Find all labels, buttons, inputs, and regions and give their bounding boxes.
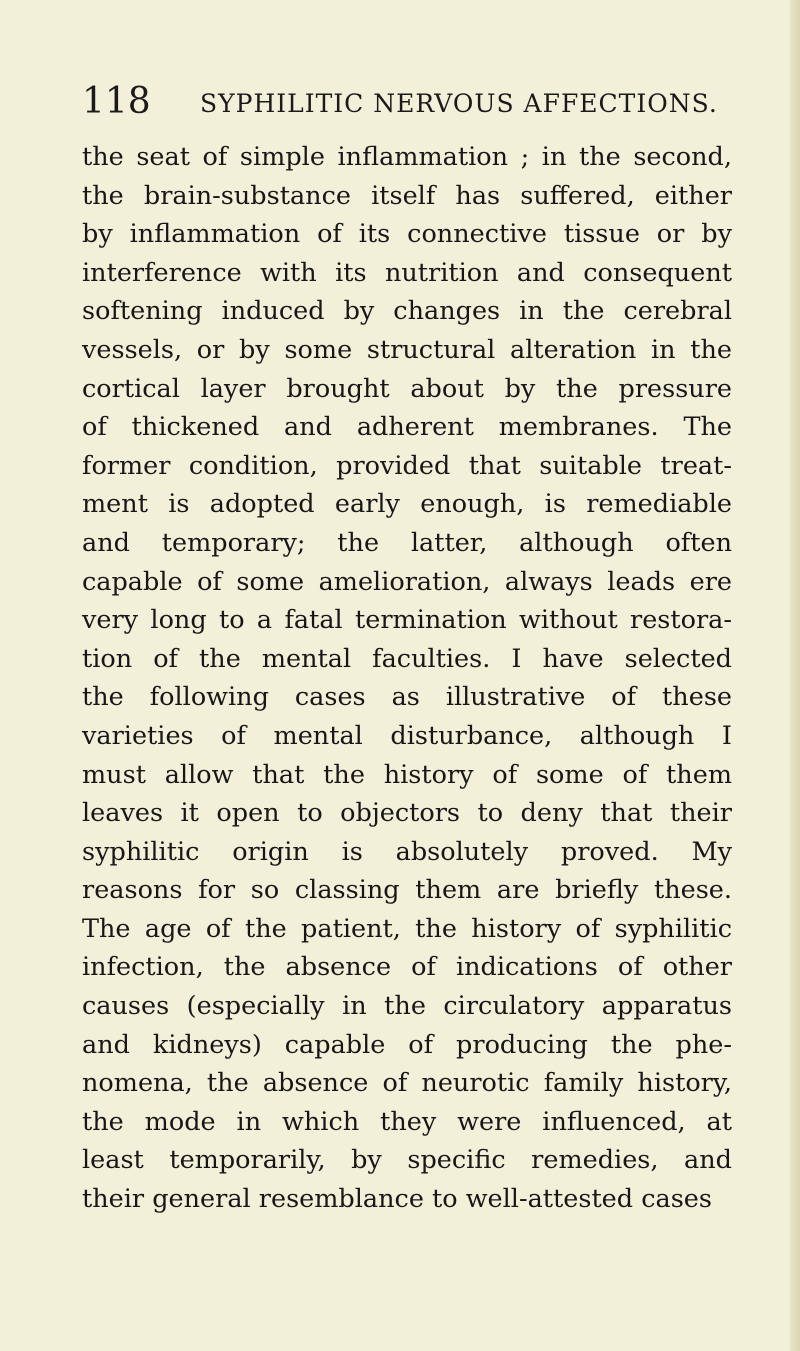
page-edge xyxy=(790,0,800,1351)
text-line: syphilitic origin is absolutely proved. My xyxy=(82,836,732,867)
text-line: cortical layer brought about by the pressure xyxy=(82,373,732,404)
text-line: vessels, or by some structural alteration in the xyxy=(82,334,732,365)
text-line: of thickened and adherent membranes. The xyxy=(82,412,732,443)
text-line: capable of some amelioration, always leads ere xyxy=(82,566,732,597)
text-line: causes (especially in the circulatory apparatus xyxy=(82,991,732,1022)
text-line: nomena, the absence of neurotic family history, xyxy=(82,1068,732,1099)
text-line: the mode in which they were influenced, at xyxy=(82,1106,732,1137)
page-number: 118 xyxy=(82,81,151,122)
text-line: least temporarily, by specific remedies, and xyxy=(82,1145,732,1176)
text-line: former condition, provided that suitable treat- xyxy=(82,450,732,481)
text-line: by inflammation of its connective tissue or by xyxy=(82,219,732,250)
text-line: the brain-substance itself has suffered, either xyxy=(82,180,732,211)
running-head: SYPHILITIC NERVOUS AFFECTIONS. xyxy=(200,89,718,118)
text-line: infection, the absence of indications of other xyxy=(82,952,732,983)
text-line: varieties of mental disturbance, although I xyxy=(82,720,732,751)
text-line: The age of the patient, the history of syphilitic xyxy=(82,913,732,944)
text-line: leaves it open to objectors to deny that their xyxy=(82,798,732,829)
text-line: the following cases as illustrative of these xyxy=(82,682,732,713)
text-line: interference with its nutrition and consequent xyxy=(82,257,732,288)
text-line: the seat of simple inflammation ; in the second, xyxy=(82,142,732,172)
text-line: and kidneys) capable of producing the phe- xyxy=(82,1029,732,1060)
text-line: tion of the mental faculties. I have selected xyxy=(82,643,732,674)
text-line: and temporary; the latter, although often xyxy=(82,527,732,558)
text-line: softening induced by changes in the cerebral xyxy=(82,296,732,327)
text-line: their general resemblance to well-attested cases xyxy=(82,1184,712,1215)
text-line: must allow that the history of some of them xyxy=(82,759,732,790)
text-line: very long to a fatal termination without restora- xyxy=(82,605,732,636)
page-header xyxy=(82,78,770,126)
text-line: reasons for so classing them are briefly these. xyxy=(82,875,732,906)
body-text xyxy=(82,138,732,1219)
text-line: ment is adopted early enough, is remediable xyxy=(82,489,732,520)
